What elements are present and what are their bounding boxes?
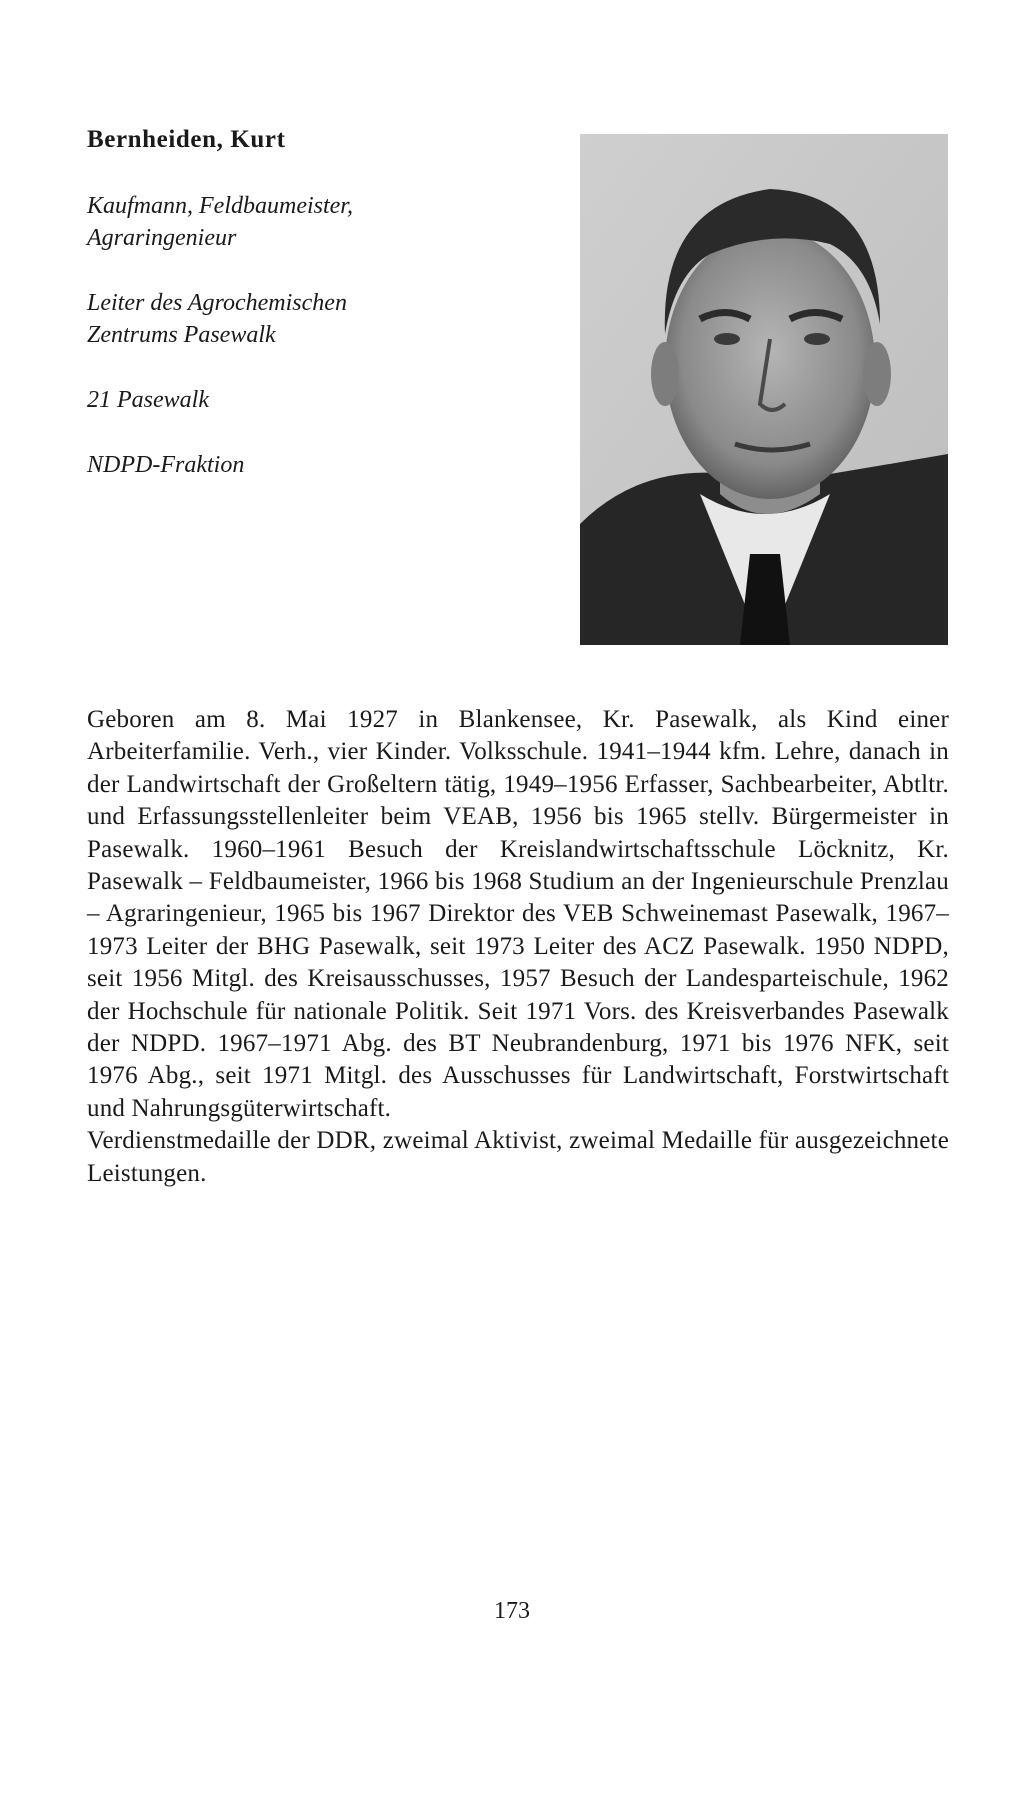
person-constituency: 21 Pasewalk bbox=[87, 387, 209, 413]
biography-awards: Verdienstmedaille der DDR, zweimal Aktivist, zweimal Medaille für ausgezeichnete Leistungen. bbox=[87, 1127, 949, 1187]
person-position: Leiter des Agrochemischen Zentrums Pasewalk bbox=[87, 290, 347, 348]
portrait-photo bbox=[580, 134, 948, 645]
person-header bbox=[87, 124, 567, 514]
page-number: 173 bbox=[494, 1598, 530, 1624]
biography bbox=[87, 704, 949, 1190]
portrait-image bbox=[580, 134, 948, 645]
person-profession: Kaufmann, Feldbaumeister, Agraringenieur bbox=[87, 193, 353, 251]
person-faction: NDPD-Fraktion bbox=[87, 452, 245, 478]
biography-main: Geboren am 8. Mai 1927 in Blankensee, Kr. Pasewalk, als Kind einer Arbeiterfamilie. Verh., vier Kinder. Volksschule. 1941–1944 kfm. Lehre, danach in der Landwirtschaft der Großeltern tätig, 1949–1956 Erfasser, Sachbearbeiter, Abtltr. und Erfassungsstellenleiter beim VEAB, 1956 bis 1965 stellv. Bürgermeister in Pasewalk. 1960–1961 Besuch der Kreislandwirtschaftsschule Löcknitz, Kr. Pasewalk – Feldbaumeister, 1966 bis 1968 Studium an der Ingenieurschule Prenzlau – Agraringenieur, 1965 bis 1967 Direktor des VEB Schweinemast Pasewalk, 1967–1973 Leiter der BHG Pasewalk, seit 1973 Leiter des ACZ Pasewalk. 1950 NDPD, seit 1956 Mitgl. des Kreisausschusses, 1957 Besuch der Landesparteischule, 1962 der Hochschule für nationale Politik. Seit 1971 Vors. des Kreisverbandes Pasewalk der NDPD. 1967–1971 Abg. des BT Neubrandenburg, 1971 bis 1976 NFK, seit 1976 Abg., seit 1971 Mitgl. des Ausschusses für Landwirtschaft, Forstwirtschaft und Nahrungsgüterwirtschaft. bbox=[87, 706, 949, 1122]
person-name: Bernheiden, Kurt bbox=[87, 126, 286, 153]
